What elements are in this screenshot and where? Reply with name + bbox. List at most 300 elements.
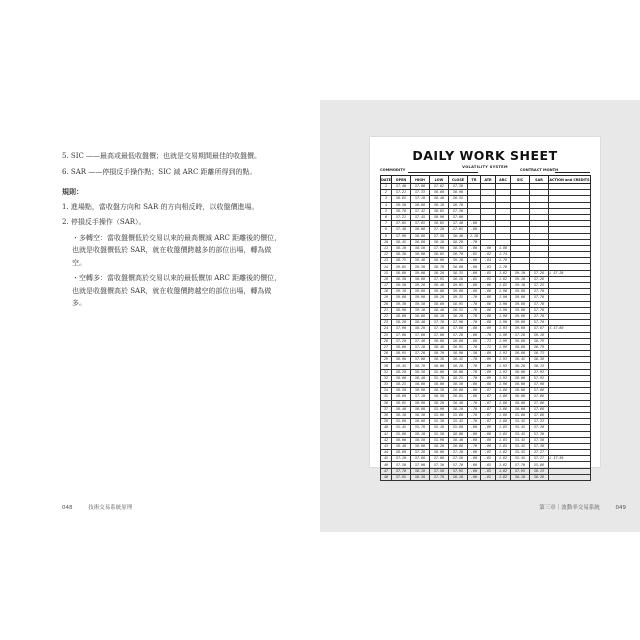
table-cell: 56.95 (449, 344, 468, 350)
table-cell: 57.50 (430, 233, 449, 239)
table-cell: .80 (468, 332, 481, 338)
month-line (555, 172, 590, 173)
table-cell: 57.00 (430, 332, 449, 338)
table-cell: 56.00 (392, 375, 411, 381)
table-cell: .71 (481, 338, 496, 344)
rule-stop-and-reverse: 2. 停損反手操作（SAR）。 (62, 218, 146, 226)
table-cell: 56.00 (411, 419, 430, 425)
table-cell: 57.90 (392, 326, 411, 332)
table-cell: .69 (481, 351, 496, 357)
table-cell: 59.30 (411, 264, 430, 270)
table-cell: 56.70 (430, 351, 449, 357)
table-cell: 55.45 (392, 425, 411, 431)
table-cell: 58.40 (430, 307, 449, 313)
table-cell: 8 (381, 227, 392, 233)
table-cell: 56.40 (392, 406, 411, 412)
table-cell: .60 (468, 437, 481, 443)
left-page (0, 100, 320, 532)
table-cell: .63 (481, 264, 496, 270)
table-cell: 57.50 (392, 462, 411, 468)
table-cell: 59.10 (411, 307, 430, 313)
table-cell: 32 (381, 375, 392, 381)
table-cell: 56.70 (392, 208, 411, 214)
table-cell: 56.00 (511, 375, 530, 381)
table-cell: 57.02 (430, 184, 449, 190)
table-cell: .65 (481, 468, 496, 474)
table-cell: 1.90 (496, 382, 511, 388)
table-cell: 55.80 (449, 412, 468, 418)
left-page-text (62, 150, 282, 313)
table-cell: 56.20 (430, 400, 449, 406)
table-cell: 56.00 (430, 363, 449, 369)
table-cell: 56.90 (430, 214, 449, 220)
table-cell: 57.20 (411, 351, 430, 357)
table-cell: 19 (381, 295, 392, 301)
table-cell: 56.40 (430, 196, 449, 202)
table-cell: 1.93 (496, 357, 511, 363)
table-cell: 16 (381, 276, 392, 282)
table-cell: 25 (381, 332, 392, 338)
table-cell: 59.80 (411, 289, 430, 295)
table-cell: 59.60 (449, 289, 468, 295)
table-cell: .68 (481, 289, 496, 295)
table-cell: 57.40 (411, 338, 430, 344)
table-cell: 57.95 (430, 276, 449, 282)
table-cell: 57.70 (530, 313, 549, 319)
table-cell: 58.30 (411, 474, 430, 480)
table-cell: 56.20 (392, 369, 411, 375)
table-cell: 56.80 (511, 344, 530, 350)
table-cell: .70 (468, 375, 481, 381)
table-cell: 57.67 (530, 326, 549, 332)
table-cell: 56.10 (411, 431, 430, 437)
table-cell: 59.10 (392, 289, 411, 295)
rules-heading: 規則： (62, 187, 83, 196)
table-cell: 56.65 (449, 394, 468, 400)
table-cell: 1.99 (496, 344, 511, 350)
table-cell: 57.33 (530, 419, 549, 425)
column-header: LOW (430, 176, 449, 184)
table-cell: 28 (381, 351, 392, 357)
table-cell: 58.50 (392, 283, 411, 289)
table-cell: 57.28 (530, 270, 549, 276)
table-cell: 57.33 (411, 190, 430, 196)
table-cell: 57.65 (411, 221, 430, 227)
table-cell: .60 (468, 245, 481, 251)
table-cell: 55.45 (511, 431, 530, 437)
table-cell: 30 (381, 363, 392, 369)
table-cell: 58.70 (449, 252, 468, 258)
table-cell: 59.60 (511, 313, 530, 319)
table-cell: 56.95 (392, 351, 411, 357)
table-cell: .69 (481, 326, 496, 332)
table-cell: 57.90 (411, 462, 430, 468)
column-header: ACTION and CREDITS (549, 177, 590, 182)
table-cell: 59.10 (511, 270, 530, 276)
table-cell: 57.70 (530, 295, 549, 301)
table-cell: 59.00 (430, 289, 449, 295)
table-cell: 59.30 (392, 301, 411, 307)
table-cell: 58.35 (449, 270, 468, 276)
table-cell: .70 (468, 295, 481, 301)
table-cell: .85 (468, 252, 481, 258)
right-folio (539, 503, 626, 511)
table-cell: .69 (481, 375, 496, 381)
table-cell: 56.40 (430, 344, 449, 350)
table-cell: 1.85 (496, 437, 511, 443)
table-cell: 58.45 (392, 239, 411, 245)
table-cell: 57.10 (392, 456, 411, 462)
table-cell: 57.70 (530, 307, 549, 313)
table-cell: 55.45 (511, 437, 530, 443)
table-cell: .68 (481, 295, 496, 301)
table-cell: 59.20 (430, 295, 449, 301)
left-running-title: 技術交易系統原理 (88, 505, 133, 511)
table-cell: 58.05 (430, 252, 449, 258)
table-cell: 57.90 (530, 382, 549, 388)
table-cell: 1.93 (496, 375, 511, 381)
table-cell: 58.38 (530, 357, 549, 363)
table-cell: 56.13 (530, 468, 549, 474)
table-cell: 57.30 (530, 431, 549, 437)
table-cell: 1.93 (496, 326, 511, 332)
table-cell: 33 (381, 382, 392, 388)
table-cell: 56.20 (430, 443, 449, 449)
table-cell: 56.30 (430, 357, 449, 363)
table-cell: 57.93 (530, 375, 549, 381)
table-cell: 56.00 (511, 388, 530, 394)
table-cell: 58.60 (411, 233, 430, 239)
table-cell: 7 (381, 221, 392, 227)
table-cell: 9 (381, 233, 392, 239)
table-cell: 1.76 (496, 264, 511, 270)
table-cell: .60 (468, 474, 481, 480)
bullet-long-to-short: ・多轉空：當收盤價低於交易以來的最高價減 ARC 距離後的價位，也就是收盤價低於 SAR，就在收盤價跨越多的部位出場，轉為做空。 (72, 233, 282, 267)
table-cell: 57.28 (530, 276, 549, 282)
table-cell: .68 (481, 382, 496, 388)
table-cell: 57.30 (530, 437, 549, 443)
table-cell: 59.00 (411, 270, 430, 276)
table-cell: 56.20 (449, 363, 468, 369)
table-cell: 56.80 (411, 202, 430, 208)
table-cell: 55.45 (511, 425, 530, 431)
table-cell: 55.70 (411, 425, 430, 431)
table-cell: 57.70 (392, 468, 411, 474)
table-cell: 58.50 (411, 245, 430, 251)
right-running-title: 第三章｜波動率交易系統 (539, 505, 600, 511)
table-cell: 56.55 (449, 196, 468, 202)
book-spread (0, 100, 640, 532)
table-cell: 15 (381, 270, 392, 276)
table-cell: 59.16 (530, 332, 549, 338)
table-cell: 58.80 (411, 313, 430, 319)
table-cell: 57.70 (530, 320, 549, 326)
table-cell: 55.45 (449, 419, 468, 425)
table-cell: .68 (481, 320, 496, 326)
table-cell: 57.60 (411, 456, 430, 462)
table-cell: 59.10 (511, 283, 530, 289)
table-cell: 1.90 (496, 320, 511, 326)
table-cell: 56.10 (449, 406, 468, 412)
table-cell: 59.60 (511, 295, 530, 301)
table-cell: 59.50 (411, 301, 430, 307)
table-cell: 57.27 (530, 450, 549, 456)
table-cell: 58.20 (449, 313, 468, 319)
table-cell: .60 (468, 431, 481, 437)
table-cell: 56.10 (392, 412, 411, 418)
table-cell: .70 (468, 400, 481, 406)
table-cell: 57.20 (449, 332, 468, 338)
table-cell: 57.20 (392, 338, 411, 344)
table-cell: .70 (468, 344, 481, 350)
table-cell: 58.80 (449, 264, 468, 270)
table-cell: 59.40 (411, 258, 430, 264)
table-cell: .70 (468, 320, 481, 326)
sheet-subtitle: VOLATILITY SYSTEM (462, 165, 508, 169)
table-cell: .67 (481, 419, 496, 425)
table-cell: 3 (381, 196, 392, 202)
table-cell: 1.90 (496, 313, 511, 319)
table-cell: 58.10 (392, 245, 411, 251)
table-cell: 57.50 (430, 468, 449, 474)
table-cell: S 57.60 (549, 326, 591, 332)
table-cell: .65 (481, 456, 496, 462)
table-cell: 56.90 (411, 443, 430, 449)
table-cell: 57.95 (511, 468, 530, 474)
table-cell: 31 (381, 369, 392, 375)
work-sheet-table (380, 175, 591, 481)
table-cell: 22 (381, 313, 392, 319)
table-cell: 57.30 (449, 184, 468, 190)
table-cell: 13 (381, 258, 392, 264)
table-cell: 58.75 (392, 258, 411, 264)
table-cell: 59.90 (411, 295, 430, 301)
table-cell: 58.20 (392, 320, 411, 326)
table-cell: .70 (468, 443, 481, 449)
table-cell: 57.20 (411, 450, 430, 456)
table-cell: 57.70 (530, 289, 549, 295)
table-cell: 57.10 (411, 344, 430, 350)
table-cell: 58.30 (392, 252, 411, 258)
table-cell: 56.50 (430, 394, 449, 400)
table-cell: L 57.50 (549, 456, 591, 462)
table-cell: 57.30 (530, 443, 549, 449)
table-cell: 57.00 (430, 456, 449, 462)
table-cell: 56.80 (511, 351, 530, 357)
table-cell: 58.10 (411, 468, 430, 474)
table-cell: .80 (468, 338, 481, 344)
table-cell: 1.79 (496, 258, 511, 264)
table-cell: 58.20 (430, 270, 449, 276)
table-cell: L 57.28 (549, 270, 591, 276)
table-cell: .70 (481, 332, 496, 338)
table-cell: 57.88 (530, 388, 549, 394)
table-cell: 59.60 (511, 307, 530, 313)
table-cell: 42 (381, 437, 392, 443)
table-cell: 57.88 (530, 406, 549, 412)
table-cell: 57.00 (449, 214, 468, 220)
table-cell: 56.00 (392, 437, 411, 443)
bullet-short-to-long: ・空轉多：當收盤價高於交易以來的最低價加 ARC 距離後的價位，也就是收盤價高於 SAR，就在收盤價跨越空的部位出場，轉為做多。 (72, 274, 282, 307)
table-cell: 34 (381, 388, 392, 394)
table-cell: .68 (481, 313, 496, 319)
table-cell: 45 (381, 456, 392, 462)
table-cell: 56.80 (449, 338, 468, 344)
table-cell: 46 (381, 462, 392, 468)
table-cell: 56.00 (511, 406, 530, 412)
table-cell: .70 (468, 239, 481, 245)
table-cell: 56.60 (411, 406, 430, 412)
table-cell: 56.80 (392, 450, 411, 456)
table-cell: 57.90 (392, 233, 411, 239)
table-cell: 56.65 (392, 400, 411, 406)
table-cell: 57.00 (411, 357, 430, 363)
table-cell: .80 (468, 221, 481, 227)
table-cell: 55.88 (530, 462, 549, 468)
table-cell: .64 (481, 258, 496, 264)
column-header: ATR (481, 176, 496, 184)
table-cell: 1.93 (496, 363, 511, 369)
table-cell: .60 (468, 425, 481, 431)
table-cell: 58.95 (449, 301, 468, 307)
table-cell: 56.00 (511, 382, 530, 388)
table-cell: 57.45 (411, 214, 430, 220)
table-cell: 24 (381, 326, 392, 332)
table-cell: .80 (468, 227, 481, 233)
table-cell: 58.20 (411, 326, 430, 332)
table-cell (549, 474, 591, 480)
table-cell: 57.20 (511, 332, 530, 338)
table-cell: 47 (381, 468, 392, 474)
table-cell: 57.20 (430, 227, 449, 233)
table-cell: 56.40 (392, 443, 411, 449)
table-cell: 1.85 (496, 431, 511, 437)
table-cell: 57.21 (392, 214, 411, 220)
table-cell: 56.65 (430, 208, 449, 214)
table-cell: 37 (381, 406, 392, 412)
table-cell: 59.10 (449, 258, 468, 264)
table-cell: 58.80 (411, 239, 430, 245)
table-cell: 56.40 (449, 400, 468, 406)
table-cell: .80 (468, 258, 481, 264)
table-cell: 1.88 (496, 419, 511, 425)
table-cell: 1.93 (496, 369, 511, 375)
table-cell: 55.45 (511, 450, 530, 456)
table-cell: 35 (381, 394, 392, 400)
table-cell: .65 (481, 462, 496, 468)
table-cell: 56.20 (511, 363, 530, 369)
table-cell: 57.70 (449, 462, 468, 468)
table-cell: 1.88 (496, 400, 511, 406)
table-cell: .80 (468, 283, 481, 289)
table-cell: .65 (481, 474, 496, 480)
table-cell: 21 (381, 307, 392, 313)
table-cell: 56.90 (392, 357, 411, 363)
table-cell: 57.80 (411, 332, 430, 338)
left-page-number: 048 (62, 505, 73, 511)
table-cell: .70 (468, 419, 481, 425)
table-cell: 58.60 (392, 313, 411, 319)
sheet-title: DAILY WORK SHEET (412, 148, 558, 163)
table-cell: 59.20 (411, 283, 430, 289)
table-cell: 59.60 (511, 301, 530, 307)
table-cell: 59.60 (511, 289, 530, 295)
table-cell: 1.90 (496, 307, 511, 313)
table-cell: 1.74 (496, 252, 511, 258)
table-cell: .68 (481, 307, 496, 313)
table-cell: 10 (381, 239, 392, 245)
table-cell: 57.70 (430, 474, 449, 480)
sheet-table-wrap (380, 175, 590, 479)
table-cell: .71 (481, 344, 496, 350)
right-page (320, 100, 640, 532)
table-cell: 58.40 (449, 233, 468, 239)
table-cell: 57.90 (430, 245, 449, 251)
table-cell: 58.40 (411, 320, 430, 326)
table-cell: 56.50 (411, 369, 430, 375)
table-cell: 58.13 (530, 363, 549, 369)
table-cell: 56.70 (411, 363, 430, 369)
table-cell: 56.60 (430, 450, 449, 456)
table-cell: 1 (381, 184, 392, 190)
table-cell: 4 (381, 202, 392, 208)
table-cell: 56.00 (511, 400, 530, 406)
table-cell: 57.95 (392, 474, 411, 480)
table-cell: 57.30 (430, 462, 449, 468)
table-cell: .60 (468, 264, 481, 270)
table-cell: 2 (381, 190, 392, 196)
table-cell: 57.70 (530, 301, 549, 307)
table-cell: .80 (468, 289, 481, 295)
table-cell: 57.10 (411, 394, 430, 400)
table-cell: 1.88 (496, 388, 511, 394)
table-cell: 1.96 (496, 332, 511, 338)
table-cell: 57.30 (530, 425, 549, 431)
table-cell: .66 (481, 437, 496, 443)
table-cell: 56.00 (430, 382, 449, 388)
table-cell: 1.99 (496, 338, 511, 344)
table-cell: .66 (481, 283, 496, 289)
table-cell: 58.35 (449, 245, 468, 251)
table-cell: 56.80 (392, 394, 411, 400)
column-header: OPEN (392, 176, 411, 184)
table-cell: .65 (481, 270, 496, 276)
list-item-sic: 5. SIC ——最高或最低收盤價；也就是交易期間最佳的收盤價。 (62, 152, 262, 160)
table-cell: 14 (381, 264, 392, 270)
table-cell: 1.82 (496, 276, 511, 282)
table-cell: .66 (481, 443, 496, 449)
table-cell: 55.30 (430, 419, 449, 425)
table-cell: 20 (381, 301, 392, 307)
table-cell: 18 (381, 289, 392, 295)
column-header: SAR (530, 176, 549, 184)
table-cell: 55.60 (392, 431, 411, 437)
table-cell: .60 (468, 450, 481, 456)
table-cell: 1.82 (496, 462, 511, 468)
table-cell: 57.30 (449, 208, 468, 214)
table-cell: 58.80 (392, 270, 411, 276)
table-cell: 1.90 (496, 295, 511, 301)
table-cell: 59.60 (511, 326, 530, 332)
table-cell: 1.88 (496, 412, 511, 418)
table-cell: 56.45 (392, 363, 411, 369)
table-cell: 26 (381, 338, 392, 344)
table-cell: 56.80 (392, 344, 411, 350)
table-cell: 55.60 (430, 412, 449, 418)
table-cell: 56.25 (392, 382, 411, 388)
table-cell: 58.90 (392, 307, 411, 313)
table-cell: 36 (381, 400, 392, 406)
